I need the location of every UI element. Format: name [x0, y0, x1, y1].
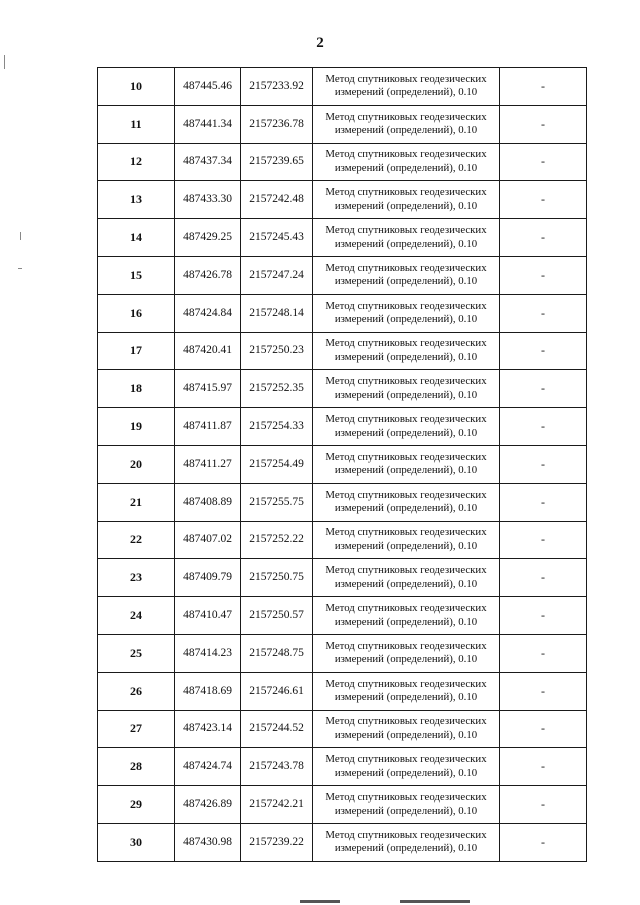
method-line-2: измерений (определений), 0.10: [334, 161, 478, 174]
x-coordinate-cell: 487437.34: [175, 143, 241, 181]
y-coordinate-cell: 2157239.65: [241, 143, 313, 181]
description-cell: -: [500, 294, 587, 332]
method-line-1: Метод спутниковых геодезических: [325, 148, 487, 161]
method-line-2: измерений (определений), 0.10: [334, 804, 478, 817]
method-line-2: измерений (определений), 0.10: [334, 577, 478, 590]
method-line-2: измерений (определений), 0.10: [334, 842, 478, 855]
x-coordinate-cell: 487430.98: [175, 823, 241, 861]
point-number-cell: 13: [98, 181, 175, 219]
method-cell: [313, 559, 500, 597]
y-coordinate-cell: 2157236.78: [241, 105, 313, 143]
method-cell: [313, 748, 500, 786]
table-row: [98, 710, 587, 748]
y-coordinate-cell: 2157239.22: [241, 823, 313, 861]
x-coordinate-cell: 487429.25: [175, 219, 241, 257]
method-line-2: измерений (определений), 0.10: [334, 237, 478, 250]
method-cell: [313, 521, 500, 559]
method-line-1: Метод спутниковых геодезических: [325, 526, 487, 539]
description-cell: -: [500, 256, 587, 294]
x-coordinate-cell: 487414.23: [175, 634, 241, 672]
table-row: [98, 634, 587, 672]
table-row: [98, 672, 587, 710]
scan-margin-mark: [18, 268, 22, 269]
method-line-2: измерений (определений), 0.10: [334, 728, 478, 741]
point-number-cell: 28: [98, 748, 175, 786]
method-line-2: измерений (определений), 0.10: [334, 124, 478, 137]
table-row: [98, 256, 587, 294]
x-coordinate-cell: 487411.87: [175, 408, 241, 446]
scan-margin-mark: [4, 55, 5, 69]
method-line-2: измерений (определений), 0.10: [334, 199, 478, 212]
method-cell: [313, 408, 500, 446]
method-cell: [313, 823, 500, 861]
description-cell: -: [500, 370, 587, 408]
method-line-1: Метод спутниковых геодезических: [325, 488, 487, 501]
table-row: [98, 597, 587, 635]
description-cell: -: [500, 445, 587, 483]
table-row: [98, 748, 587, 786]
coordinates-table: [97, 67, 587, 862]
method-line-1: Метод спутниковых геодезических: [325, 299, 487, 312]
table-row: [98, 105, 587, 143]
scan-footer-smudge: [300, 900, 340, 903]
point-number-cell: 15: [98, 256, 175, 294]
x-coordinate-cell: 487433.30: [175, 181, 241, 219]
method-line-2: измерений (определений), 0.10: [334, 350, 478, 363]
x-coordinate-cell: 487407.02: [175, 521, 241, 559]
table-row: [98, 445, 587, 483]
y-coordinate-cell: 2157250.57: [241, 597, 313, 635]
method-line-2: измерений (определений), 0.10: [334, 653, 478, 666]
method-line-2: измерений (определений), 0.10: [334, 275, 478, 288]
method-line-2: измерений (определений), 0.10: [334, 426, 478, 439]
method-line-2: измерений (определений), 0.10: [334, 86, 478, 99]
x-coordinate-cell: 487441.34: [175, 105, 241, 143]
method-line-2: измерений (определений), 0.10: [334, 313, 478, 326]
point-number-cell: 24: [98, 597, 175, 635]
point-number-cell: 29: [98, 786, 175, 824]
point-number-cell: 10: [98, 68, 175, 106]
method-cell: [313, 672, 500, 710]
y-coordinate-cell: 2157245.43: [241, 219, 313, 257]
method-line-1: Метод спутниковых геодезических: [325, 413, 487, 426]
table-row: [98, 786, 587, 824]
point-number-cell: 12: [98, 143, 175, 181]
x-coordinate-cell: 487423.14: [175, 710, 241, 748]
description-cell: -: [500, 786, 587, 824]
method-line-2: измерений (определений), 0.10: [334, 464, 478, 477]
y-coordinate-cell: 2157246.61: [241, 672, 313, 710]
method-cell: [313, 256, 500, 294]
x-coordinate-cell: 487445.46: [175, 68, 241, 106]
description-cell: -: [500, 143, 587, 181]
method-cell: [313, 105, 500, 143]
method-cell: [313, 294, 500, 332]
method-cell: [313, 634, 500, 672]
description-cell: -: [500, 823, 587, 861]
method-line-1: Метод спутниковых геодезических: [325, 715, 487, 728]
method-cell: [313, 445, 500, 483]
table-row: [98, 559, 587, 597]
method-line-1: Метод спутниковых геодезических: [325, 602, 487, 615]
y-coordinate-cell: 2157248.14: [241, 294, 313, 332]
description-cell: -: [500, 181, 587, 219]
method-line-1: Метод спутниковых геодезических: [325, 639, 487, 652]
table-row: [98, 370, 587, 408]
y-coordinate-cell: 2157255.75: [241, 483, 313, 521]
description-cell: -: [500, 559, 587, 597]
method-cell: [313, 597, 500, 635]
point-number-cell: 18: [98, 370, 175, 408]
description-cell: -: [500, 597, 587, 635]
y-coordinate-cell: 2157247.24: [241, 256, 313, 294]
y-coordinate-cell: 2157242.21: [241, 786, 313, 824]
method-line-2: измерений (определений), 0.10: [334, 539, 478, 552]
description-cell: -: [500, 105, 587, 143]
y-coordinate-cell: 2157252.35: [241, 370, 313, 408]
y-coordinate-cell: 2157250.23: [241, 332, 313, 370]
y-coordinate-cell: 2157252.22: [241, 521, 313, 559]
method-line-1: Метод спутниковых геодезических: [325, 186, 487, 199]
point-number-cell: 11: [98, 105, 175, 143]
method-line-2: измерений (определений), 0.10: [334, 691, 478, 704]
point-number-cell: 17: [98, 332, 175, 370]
description-cell: -: [500, 332, 587, 370]
description-cell: -: [500, 672, 587, 710]
method-line-1: Метод спутниковых геодезических: [325, 450, 487, 463]
method-cell: [313, 219, 500, 257]
x-coordinate-cell: 487424.84: [175, 294, 241, 332]
page-number: 2: [316, 35, 324, 51]
scan-footer-smudge: [400, 900, 470, 903]
method-line-1: Метод спутниковых геодезических: [325, 261, 487, 274]
description-cell: -: [500, 634, 587, 672]
method-line-1: Метод спутниковых геодезических: [325, 753, 487, 766]
method-line-1: Метод спутниковых геодезических: [325, 828, 487, 841]
method-line-2: измерений (определений), 0.10: [334, 388, 478, 401]
method-cell: [313, 143, 500, 181]
y-coordinate-cell: 2157243.78: [241, 748, 313, 786]
point-number-cell: 27: [98, 710, 175, 748]
y-coordinate-cell: 2157250.75: [241, 559, 313, 597]
table-row: [98, 219, 587, 257]
method-line-2: измерений (определений), 0.10: [334, 615, 478, 628]
x-coordinate-cell: 487410.47: [175, 597, 241, 635]
method-cell: [313, 332, 500, 370]
scan-margin-mark: [20, 232, 21, 240]
point-number-cell: 19: [98, 408, 175, 446]
x-coordinate-cell: 487424.74: [175, 748, 241, 786]
x-coordinate-cell: 487426.78: [175, 256, 241, 294]
table-row: [98, 68, 587, 106]
method-cell: [313, 483, 500, 521]
x-coordinate-cell: 487415.97: [175, 370, 241, 408]
description-cell: -: [500, 483, 587, 521]
table-row: [98, 181, 587, 219]
description-cell: -: [500, 408, 587, 446]
table-row: [98, 521, 587, 559]
method-line-1: Метод спутниковых геодезических: [325, 110, 487, 123]
point-number-cell: 21: [98, 483, 175, 521]
y-coordinate-cell: 2157244.52: [241, 710, 313, 748]
method-cell: [313, 370, 500, 408]
method-line-1: Метод спутниковых геодезических: [325, 375, 487, 388]
method-line-1: Метод спутниковых геодезических: [325, 677, 487, 690]
point-number-cell: 26: [98, 672, 175, 710]
point-number-cell: 14: [98, 219, 175, 257]
table-row: [98, 823, 587, 861]
y-coordinate-cell: 2157254.33: [241, 408, 313, 446]
point-number-cell: 16: [98, 294, 175, 332]
y-coordinate-cell: 2157248.75: [241, 634, 313, 672]
y-coordinate-cell: 2157242.48: [241, 181, 313, 219]
description-cell: -: [500, 521, 587, 559]
method-cell: [313, 786, 500, 824]
table-row: [98, 143, 587, 181]
point-number-cell: 25: [98, 634, 175, 672]
method-line-1: Метод спутниковых геодезических: [325, 791, 487, 804]
y-coordinate-cell: 2157233.92: [241, 68, 313, 106]
method-line-2: измерений (определений), 0.10: [334, 766, 478, 779]
point-number-cell: 22: [98, 521, 175, 559]
x-coordinate-cell: 487420.41: [175, 332, 241, 370]
point-number-cell: 20: [98, 445, 175, 483]
coordinates-table-body: [98, 68, 587, 862]
description-cell: -: [500, 748, 587, 786]
x-coordinate-cell: 487411.27: [175, 445, 241, 483]
method-cell: [313, 710, 500, 748]
table-row: [98, 483, 587, 521]
x-coordinate-cell: 487426.89: [175, 786, 241, 824]
description-cell: -: [500, 68, 587, 106]
method-line-1: Метод спутниковых геодезических: [325, 564, 487, 577]
y-coordinate-cell: 2157254.49: [241, 445, 313, 483]
point-number-cell: 30: [98, 823, 175, 861]
description-cell: -: [500, 219, 587, 257]
method-cell: [313, 68, 500, 106]
x-coordinate-cell: 487409.79: [175, 559, 241, 597]
x-coordinate-cell: 487418.69: [175, 672, 241, 710]
table-row: [98, 332, 587, 370]
point-number-cell: 23: [98, 559, 175, 597]
x-coordinate-cell: 487408.89: [175, 483, 241, 521]
method-line-1: Метод спутниковых геодезических: [325, 224, 487, 237]
method-line-1: Метод спутниковых геодезических: [325, 337, 487, 350]
method-line-1: Метод спутниковых геодезических: [325, 72, 487, 85]
description-cell: -: [500, 710, 587, 748]
table-row: [98, 294, 587, 332]
table-row: [98, 408, 587, 446]
method-line-2: измерений (определений), 0.10: [334, 502, 478, 515]
method-cell: [313, 181, 500, 219]
